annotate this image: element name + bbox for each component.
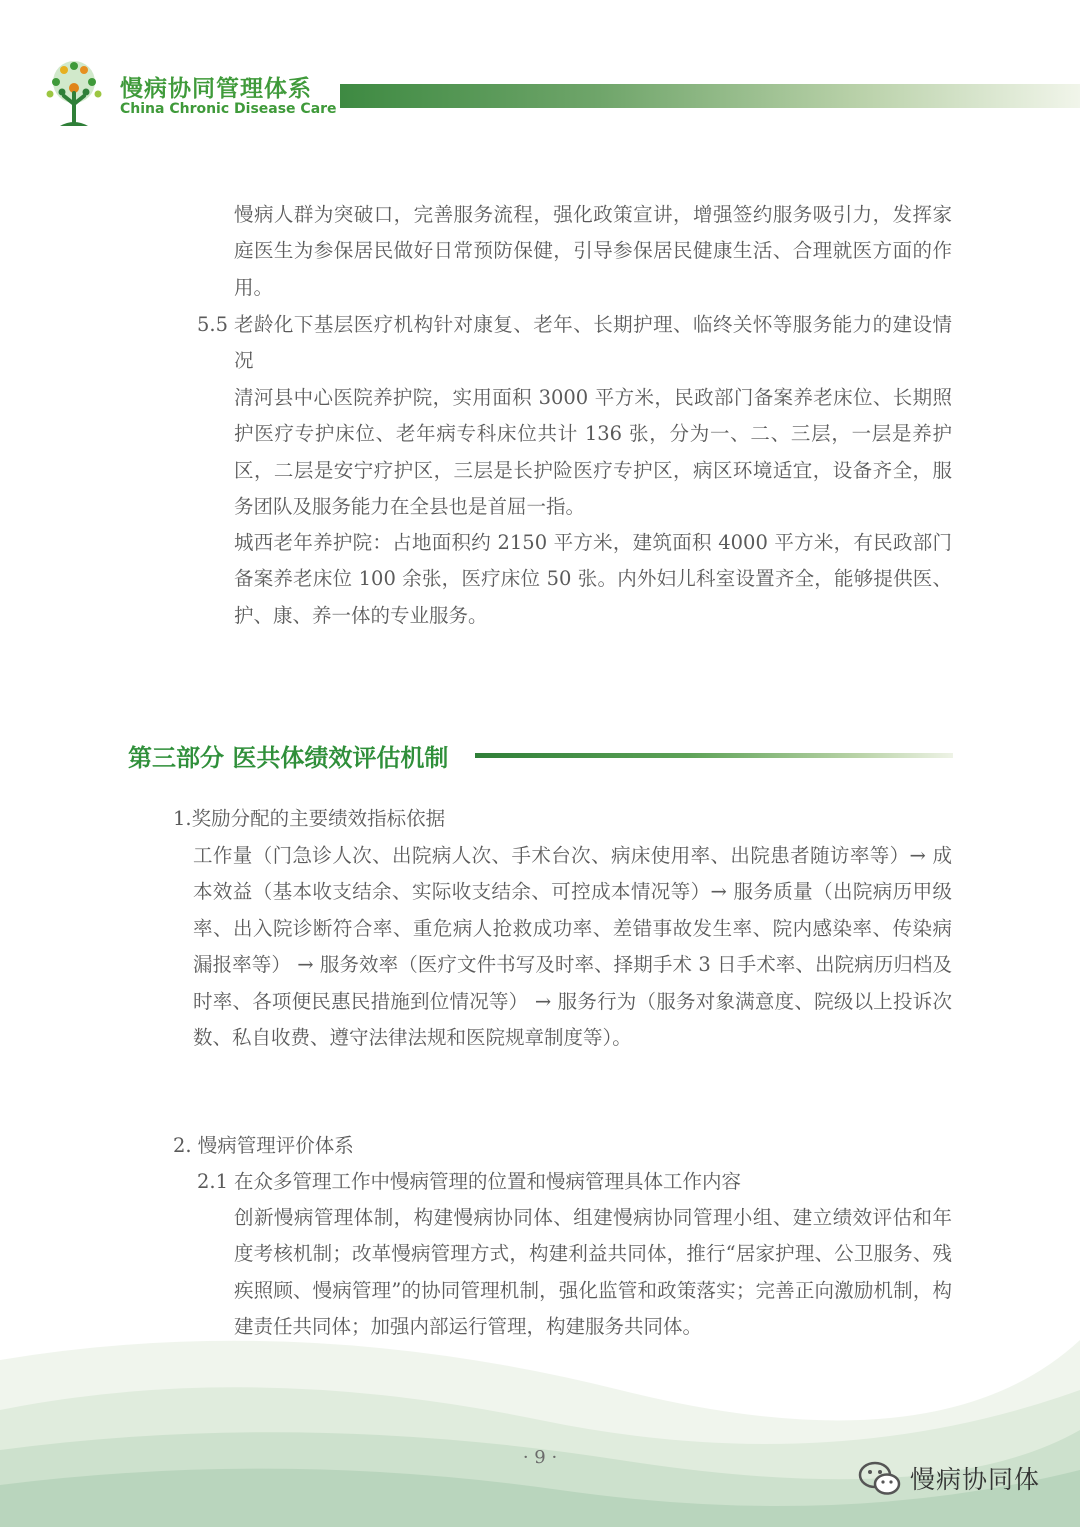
section-heading-rule [475,753,953,758]
paragraph-qinghe [234,380,952,526]
paragraph-chengxi-text: 城西老年养护院：占地面积约 2150 平方米，建筑面积 4000 平方米，有民政部门备案养老床位 100 余张，医疗床位 50 张。内外妇儿科室设置齐全，能够提供医、护、康、养一体的专业服务。 [234,531,952,627]
wechat-account-name: 慢病协同体 [910,1465,1041,1494]
item-2-1-title: 在众多管理工作中慢病管理的位置和慢病管理具体工作内容 [234,1170,742,1193]
item-number-5-5: 5.5 [197,313,229,336]
item-1-body-text: 工作量（门急诊人次、出院病人次、手术台次、病床使用率、出院患者随访率等）→ 成本效益（基本收支结余、实际收支结余、可控成本情况等）→ 服务质量（出院病历甲级率、出入院诊断符合率、重危病人抢救成功率、差错事故发生率、院内感染率、传染病漏报率等） → 服务效率（医疗文件书写及时率、择期手术 3 日手术率、出院病历归档及时率、各项便民惠民措施到位情况等） → 服务行为（服务对象满意度、院级以上投诉次数、私自收费、遵守法律法规和医院规章制度等）。 [193,844,952,1050]
brand-subtitle: China Chronic Disease Care [120,101,337,117]
section-heading: 第三部分 医共体绩效评估机制 [128,744,449,772]
paragraph-top: 慢病人群为突破口，完善服务流程，强化政策宣讲，增强签约服务吸引力，发挥家庭医生为参保居民做好日常预防保健，引导参保居民健康生活、合理就医方面的作用。 [234,203,952,299]
item-2-1-body-text: 创新慢病管理体制，构建慢病协同体、组建慢病协同管理小组、建立绩效评估和年度考核机制；改革慢病管理方式，构建利益共同体，推行“居家护理、公卫服务、残疾照顾、慢病管理”的协同管理机制，强化监管和政策落实；完善正向激励机制，构建责任共同体；加强内部运行管理，构建服务共同体。 [234,1206,952,1339]
paragraph-qinghe-text: 清河县中心医院养护院，实用面积 3000 平方米，民政部门备案养老床位、长期照护医疗专护床位、老年病专科床位共计 136 张，分为一、二、三层，一层是养护区，二层是安宁疗护区，三层是长护险医疗专护区，病区环境适宜，设备齐全，服务团队及服务能力在全县也是首屈一指。 [234,386,952,519]
header-gradient-bar [340,84,1080,108]
page-header [0,0,1080,150]
item-2-title: 2. 慢病管理评价体系 [173,1134,354,1157]
brand-title: 慢病协同管理体系 [120,76,312,102]
paragraph-continued [234,197,952,306]
paragraph-chengxi [234,525,952,634]
item-1-title: 1.奖励分配的主要绩效指标依据 [173,807,446,830]
page-number: · 9 · [522,1447,558,1468]
item-1-body [193,838,952,1056]
item-5-5-title-text: 老龄化下基层医疗机构针对康复、老年、长期护理、临终关怀等服务能力的建设情况 [234,313,952,373]
item-5-5-title [234,307,952,380]
wechat-icon [858,1460,902,1496]
item-number-2-1: 2.1 [197,1170,229,1193]
tree-logo-icon [40,60,108,130]
